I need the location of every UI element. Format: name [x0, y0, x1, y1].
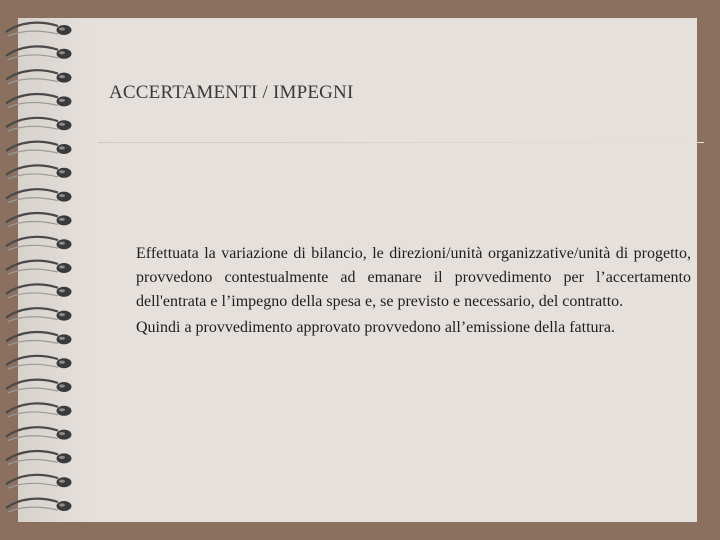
spiral-ring [6, 427, 72, 440]
spiral-ring [6, 475, 72, 488]
spiral-ring [6, 308, 72, 321]
spiral-ring [6, 70, 72, 83]
body-paragraph-2: Quindi a provvedimento approvato provvedono all’emissione della fattura. [136, 319, 615, 336]
spiral-binding-icon [0, 18, 90, 522]
spiral-ring [6, 403, 72, 416]
notebook-page [18, 18, 697, 522]
spiral-ring [6, 23, 72, 36]
spiral-ring [6, 118, 72, 131]
body-paragraph-1: Effettuata la variazione di bilancio, le direzioni/unità organizzative/unità di progetto, provvedono contestualmente ad emanare il provvedimento per l’accertamento dell'entrata e l’impegno della spesa e, se previsto e necessario, del contratto. [136, 245, 691, 310]
spiral-ring [6, 499, 72, 512]
spiral-ring [6, 189, 72, 202]
spiral-ring [6, 46, 72, 59]
spiral-ring [6, 356, 72, 369]
spiral-ring [6, 284, 72, 297]
spiral-ring [6, 380, 72, 393]
slide-body [136, 242, 691, 340]
spiral-ring [6, 213, 72, 226]
spiral-ring [6, 142, 72, 155]
title-divider [98, 142, 704, 143]
slide-title: ACCERTAMENTI / IMPEGNI [109, 82, 354, 103]
spiral-ring [6, 94, 72, 107]
spiral-ring [6, 332, 72, 345]
spiral-ring [6, 261, 72, 274]
spiral-ring [6, 237, 72, 250]
spiral-ring [6, 451, 72, 464]
spiral-ring [6, 165, 72, 178]
